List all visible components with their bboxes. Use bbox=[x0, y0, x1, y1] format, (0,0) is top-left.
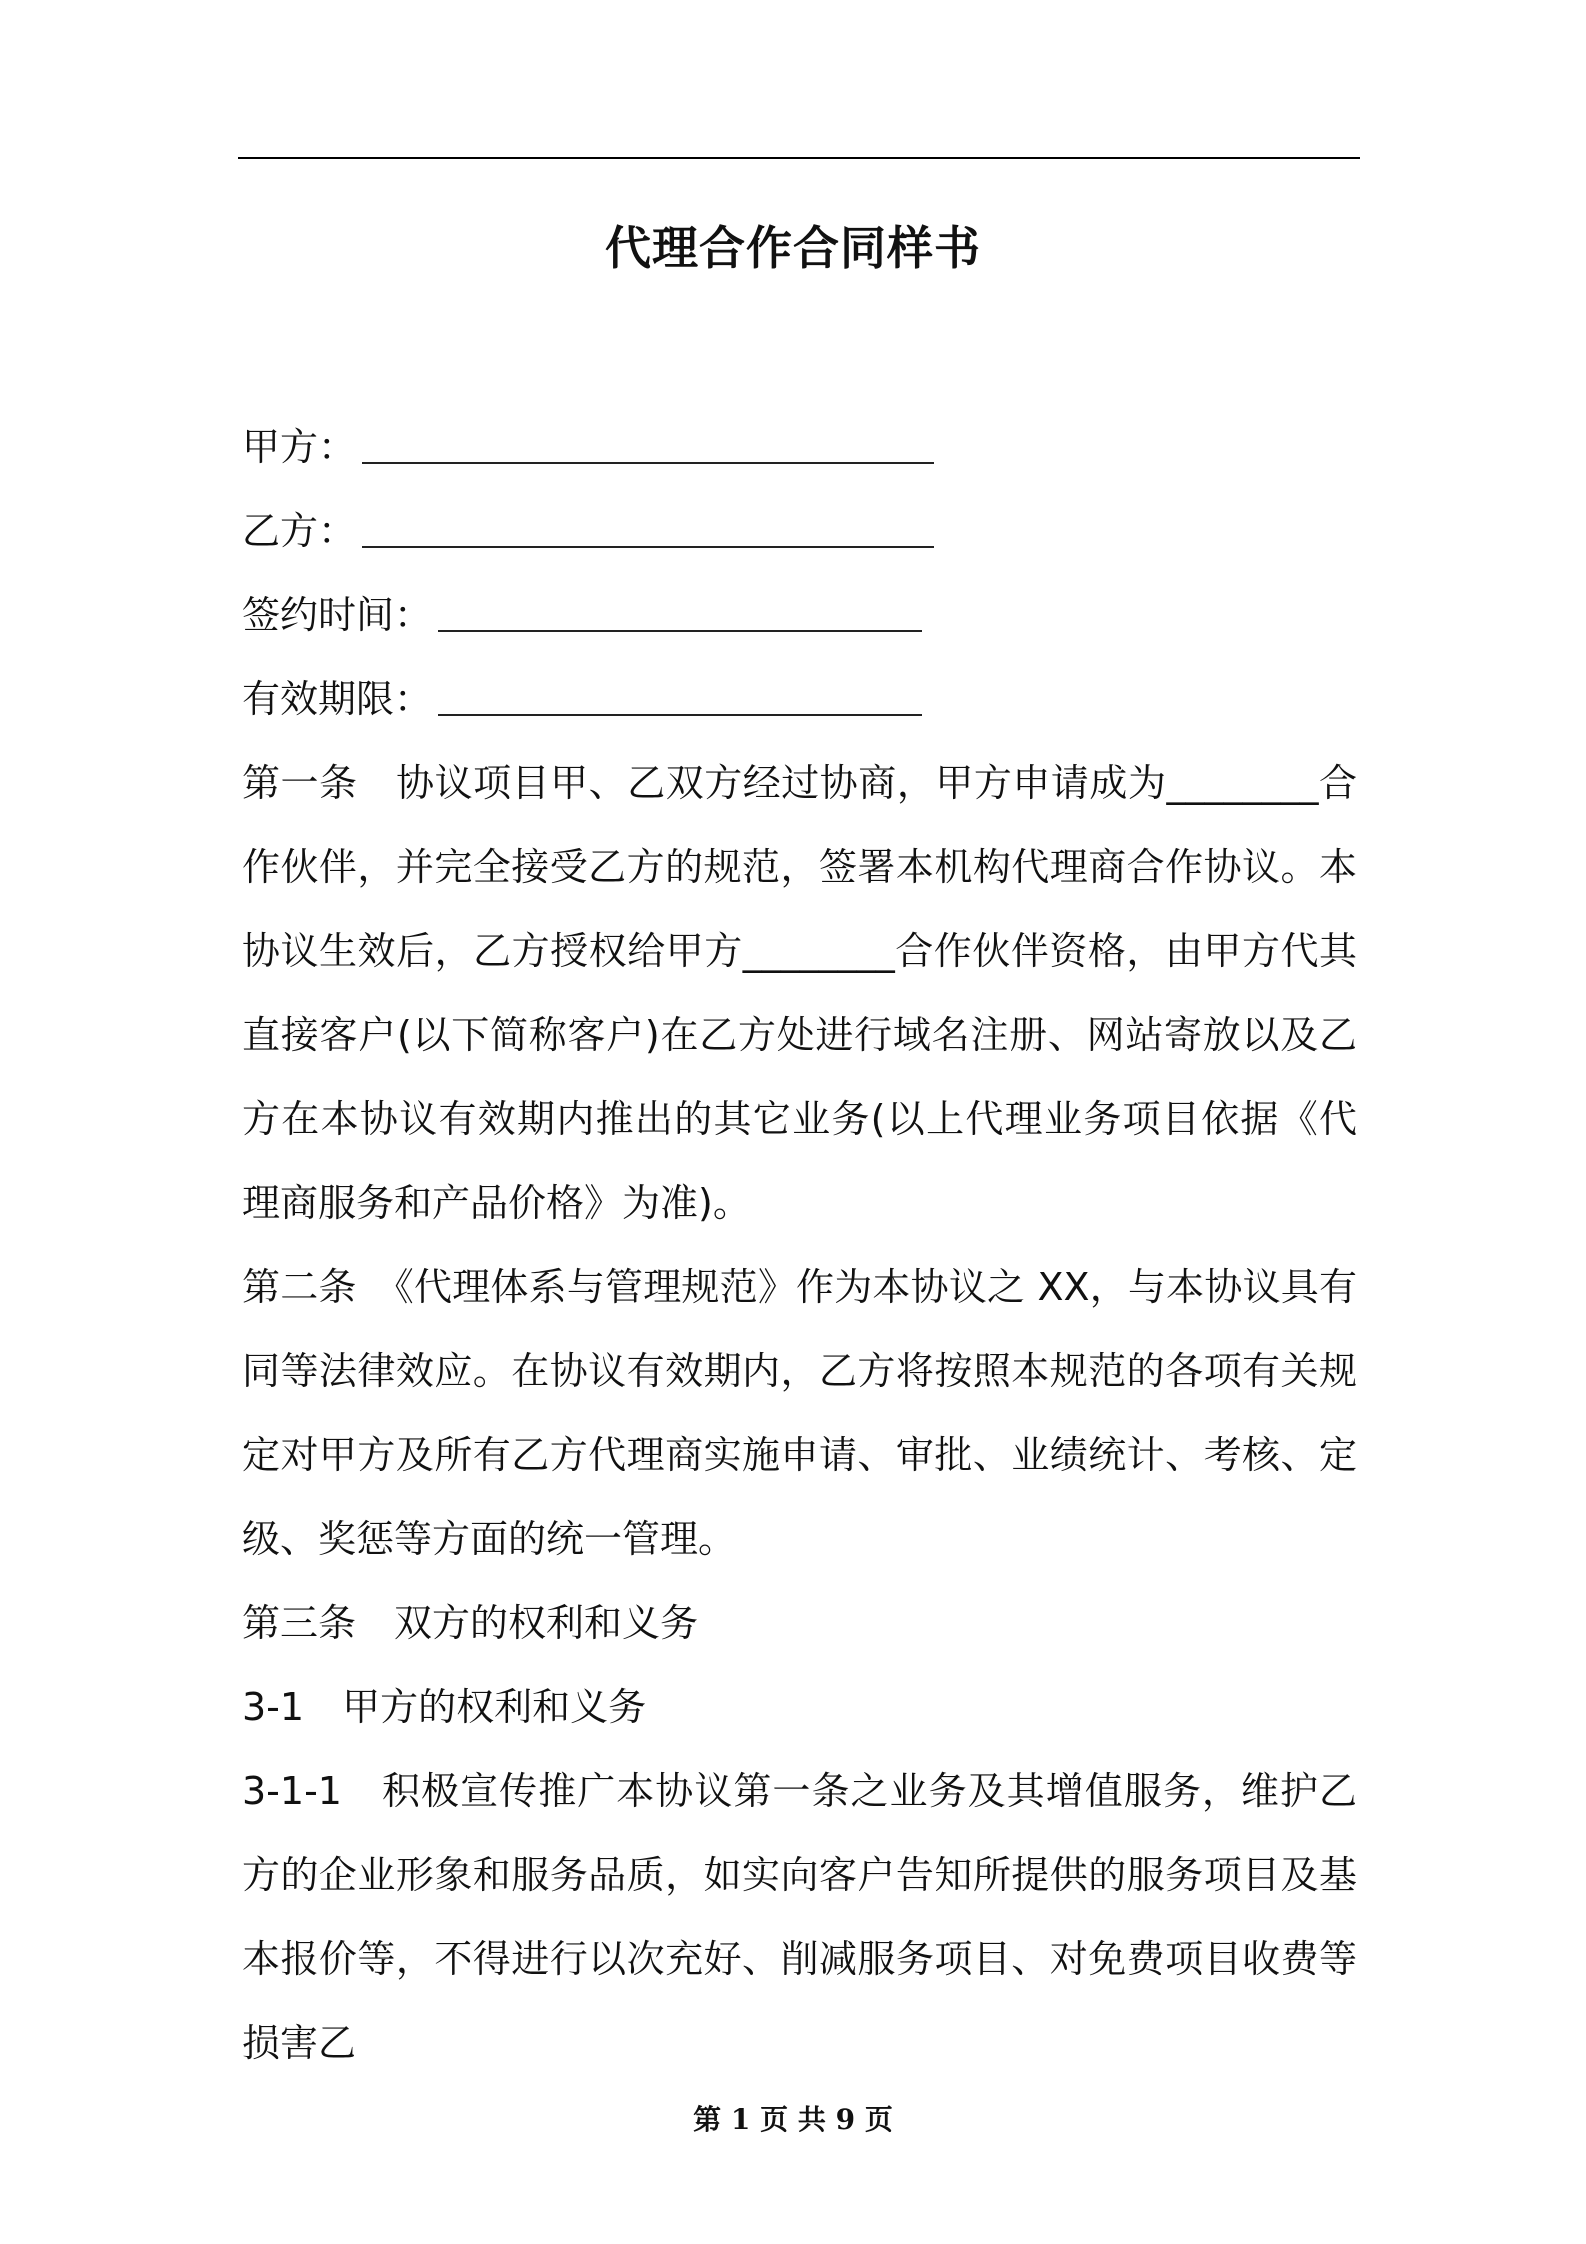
party-a-field bbox=[242, 405, 1357, 489]
article-1-paragraph: 第一条 协议项目甲、乙双方经过协商，甲方申请成为________合作伙伴，并完全接受乙方的规范，签署本机构代理商合作协议。本协议生效后，乙方授权给甲方________合作伙伴资格，由甲方代其直接客户(以下简称客户)在乙方处进行域名注册、网站寄放以及乙方在本协议有效期内推出的其它业务(以上代理业务项目依据《代理商服务和产品价格》为准)。 bbox=[242, 761, 1357, 1225]
validity-period-label: 有效期限： bbox=[242, 677, 433, 721]
validity-period-blank bbox=[438, 674, 922, 716]
signing-date-label: 签约时间： bbox=[242, 593, 433, 637]
document-body bbox=[242, 405, 1357, 2085]
validity-period-field bbox=[242, 657, 1357, 741]
party-b-blank bbox=[362, 506, 934, 548]
article-3-heading: 第三条 双方的权利和义务 bbox=[242, 1601, 699, 1645]
header-rule bbox=[238, 157, 1360, 159]
clause-3-1-1-paragraph: 3-1-1 积极宣传推广本协议第一条之业务及其增值服务，维护乙方的企业形象和服务品质，如实向客户告知所提供的服务项目及基本报价等，不得进行以次充好、削减服务项目、对免费项目收费等损害乙 bbox=[242, 1769, 1357, 2065]
party-b-field bbox=[242, 489, 1357, 573]
party-b-label: 乙方： bbox=[242, 509, 357, 553]
article-2-paragraph: 第二条 《代理体系与管理规范》作为本协议之 XX，与本协议具有同等法律效应。在协议有效期内，乙方将按照本规范的各项有关规定对甲方及所有乙方代理商实施申请、审批、业绩统计、考核、定级、奖惩等方面的统一管理。 bbox=[242, 1265, 1357, 1561]
page-number-footer: 第 1 页 共 9 页 bbox=[693, 2103, 893, 2136]
party-a-blank bbox=[362, 422, 934, 464]
section-3-1-heading: 3-1 甲方的权利和义务 bbox=[242, 1685, 647, 1729]
party-a-label: 甲方： bbox=[242, 425, 357, 469]
document-title: 代理合作合同样书 bbox=[605, 221, 981, 275]
signing-date-blank bbox=[438, 590, 922, 632]
signing-date-field bbox=[242, 573, 1357, 657]
